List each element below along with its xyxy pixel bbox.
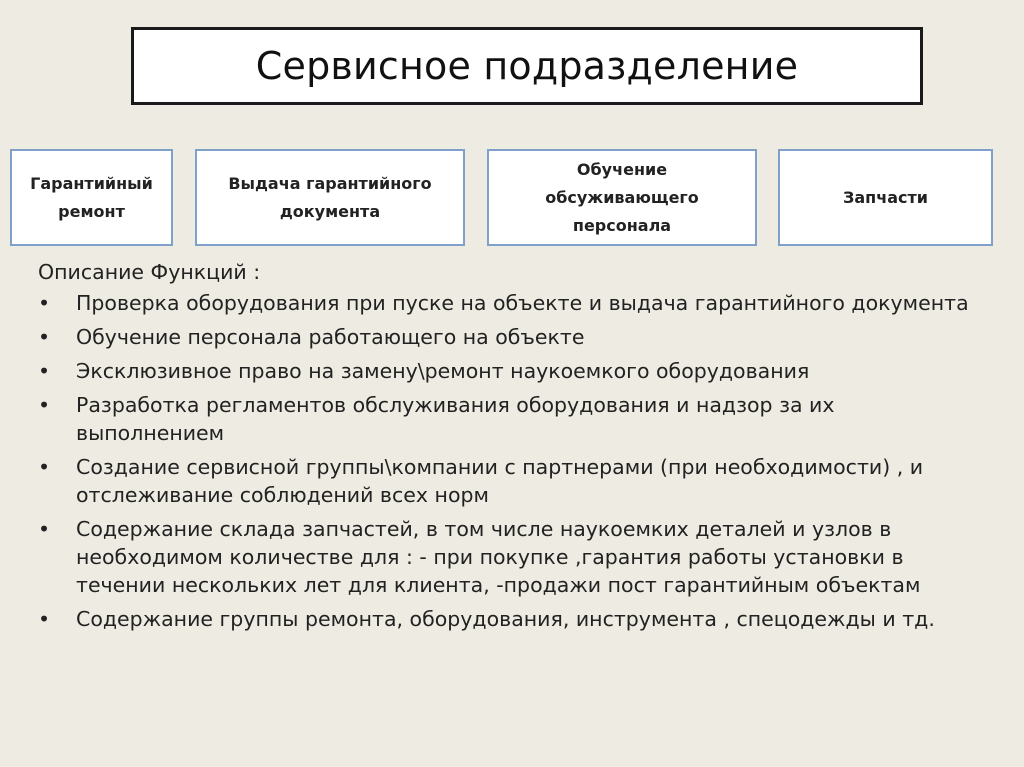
- bullet-icon: •: [38, 607, 51, 631]
- function-label: Запчасти: [843, 187, 928, 207]
- title-box: [131, 27, 923, 105]
- page-title: Сервисное подразделение: [255, 44, 799, 88]
- bullet-icon: •: [38, 455, 51, 479]
- bullet-icon: •: [38, 393, 51, 417]
- list-item: [38, 289, 988, 317]
- function-label: Обучение обсуживающего персонала: [545, 159, 699, 235]
- list-item: [38, 391, 988, 447]
- description-section: [38, 258, 988, 639]
- function-label: Выдача гарантийного документа: [228, 173, 432, 221]
- function-box-warranty-repair: [10, 149, 173, 246]
- list-item-text: Проверка оборудования при пуске на объекте и выдача гарантийного документа: [76, 291, 969, 315]
- bullet-icon: •: [38, 325, 51, 349]
- list-item-text: Создание сервисной группы\компании с партнерами (при необходимости) , и отслеживание соблюдений всех норм: [76, 455, 924, 507]
- function-box-spare-parts: [778, 149, 993, 246]
- list-item: [38, 453, 988, 509]
- bullet-icon: •: [38, 359, 51, 383]
- list-item-text: Обучение персонала работающего на объекте: [76, 325, 585, 349]
- list-item: [38, 515, 988, 599]
- description-heading: Описание Функций :: [38, 260, 261, 284]
- list-item-text: Содержание склада запчастей, в том числе наукоемких деталей и узлов в необходимом количестве для : - при покупке ,гарантия работы установки в течении нескольких лет для клиента, -продажи пост гарантийным объектам: [76, 517, 921, 597]
- list-item: [38, 323, 988, 351]
- list-item-text: Содержание группы ремонта, оборудования, инструмента , спецодежды и тд.: [76, 607, 935, 631]
- list-item-text: Разработка регламентов обслуживания оборудования и надзор за их выполнением: [76, 393, 835, 445]
- bullet-icon: •: [38, 517, 51, 541]
- list-item: [38, 605, 988, 633]
- list-item: [38, 357, 988, 385]
- function-label: Гарантийный ремонт: [30, 173, 153, 221]
- description-list: [38, 289, 988, 633]
- list-item-text: Эксклюзивное право на замену\ремонт наукоемкого оборудования: [76, 359, 810, 383]
- function-box-warranty-document: [195, 149, 465, 246]
- function-box-staff-training: [487, 149, 757, 246]
- bullet-icon: •: [38, 291, 51, 315]
